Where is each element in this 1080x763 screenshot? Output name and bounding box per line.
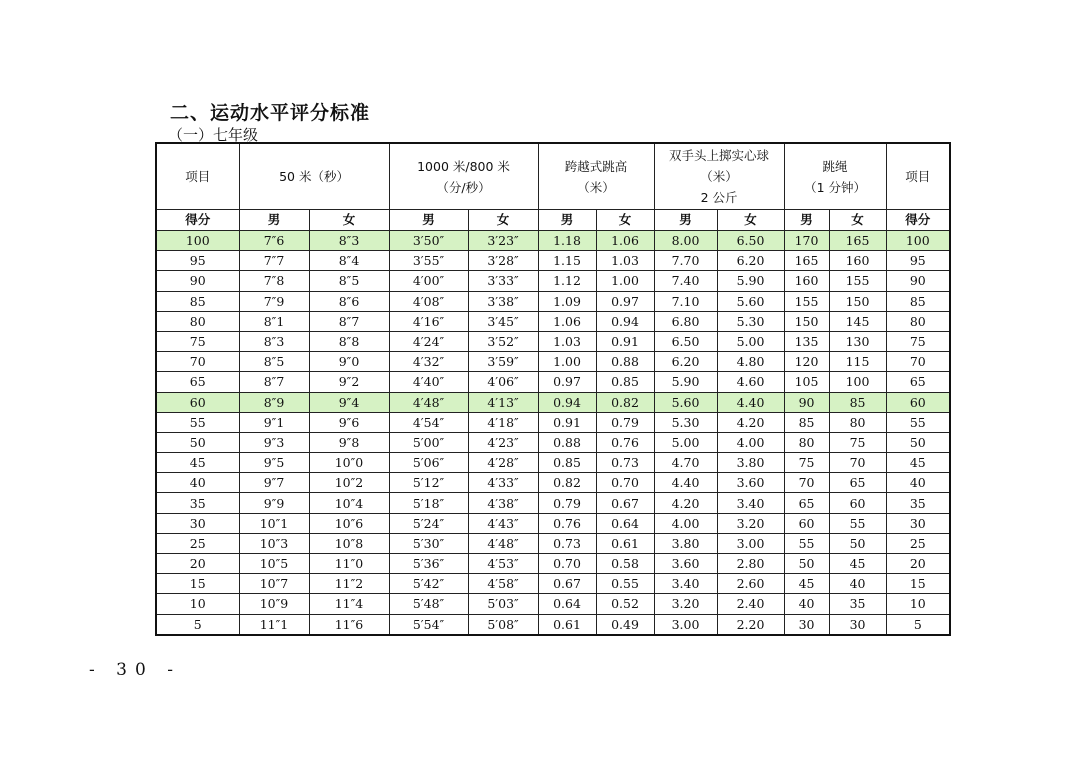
table-cell: 35 [886, 493, 950, 513]
subheader-cell: 女 [829, 210, 886, 231]
table-cell: 4.40 [654, 473, 717, 493]
table-cell: 65 [886, 372, 950, 392]
table-row [156, 372, 950, 392]
header-run50: 50 米（秒） [239, 143, 389, 210]
table-cell: 4′48″ [389, 392, 468, 412]
table-cell: 15 [886, 574, 950, 594]
table-cell: 3′38″ [468, 291, 538, 311]
table-cell: 11″4 [309, 594, 389, 614]
table-cell: 130 [829, 331, 886, 351]
table-cell: 5′36″ [389, 554, 468, 574]
table-cell: 155 [784, 291, 829, 311]
table-cell: 0.94 [538, 392, 596, 412]
table-header-row [156, 143, 950, 210]
table-cell: 10″3 [239, 533, 309, 553]
table-cell: 80 [829, 412, 886, 432]
table-cell: 10″6 [309, 513, 389, 533]
table-row [156, 554, 950, 574]
table-cell: 25 [886, 533, 950, 553]
table-cell: 5′12″ [389, 473, 468, 493]
table-cell: 3.40 [717, 493, 784, 513]
header-rope-skipping-line2: （1 分钟） [804, 179, 867, 195]
table-cell: 7″8 [239, 271, 309, 291]
table-cell: 60 [156, 392, 239, 412]
table-cell: 4′08″ [389, 291, 468, 311]
table-cell: 1.00 [596, 271, 654, 291]
table-cell: 0.58 [596, 554, 654, 574]
table-cell: 3′59″ [468, 352, 538, 372]
table-cell: 10 [156, 594, 239, 614]
table-cell: 95 [886, 251, 950, 271]
header-run1000-line2: （分/秒） [436, 179, 491, 195]
table-cell: 20 [156, 554, 239, 574]
table-cell: 65 [784, 493, 829, 513]
table-cell: 5′06″ [389, 453, 468, 473]
table-cell: 100 [156, 231, 239, 251]
table-cell: 5′24″ [389, 513, 468, 533]
table-cell: 8″9 [239, 392, 309, 412]
table-cell: 95 [156, 251, 239, 271]
table-cell: 45 [886, 453, 950, 473]
table-cell: 1.03 [596, 251, 654, 271]
table-cell: 3.80 [654, 533, 717, 553]
table-cell: 9″9 [239, 493, 309, 513]
table-cell: 7″7 [239, 251, 309, 271]
table-cell: 5′30″ [389, 533, 468, 553]
table-cell: 0.79 [596, 412, 654, 432]
table-cell: 100 [829, 372, 886, 392]
table-cell: 9″4 [309, 392, 389, 412]
table-cell: 75 [829, 432, 886, 452]
table-cell: 0.61 [596, 533, 654, 553]
table-cell: 8″4 [309, 251, 389, 271]
subheader-cell: 男 [389, 210, 468, 231]
subheader-cell: 男 [239, 210, 309, 231]
table-cell: 10 [886, 594, 950, 614]
table-cell: 8″7 [309, 311, 389, 331]
table-cell: 10″1 [239, 513, 309, 533]
table-cell: 40 [156, 473, 239, 493]
table-row [156, 432, 950, 452]
table-cell: 90 [156, 271, 239, 291]
table-cell: 15 [156, 574, 239, 594]
table-cell: 9″0 [309, 352, 389, 372]
table-cell: 0.82 [538, 473, 596, 493]
subheader-cell: 女 [717, 210, 784, 231]
table-cell: 0.70 [538, 554, 596, 574]
table-cell: 4′33″ [468, 473, 538, 493]
table-cell: 0.88 [538, 432, 596, 452]
table-cell: 55 [829, 513, 886, 533]
table-cell: 7.40 [654, 271, 717, 291]
table-cell: 0.85 [596, 372, 654, 392]
table-cell: 1.18 [538, 231, 596, 251]
table-cell: 0.49 [596, 614, 654, 635]
table-cell: 105 [784, 372, 829, 392]
section-subheading: （一）七年级 [168, 126, 259, 144]
table-cell: 5.30 [654, 412, 717, 432]
table-cell: 5 [156, 614, 239, 635]
table-cell: 85 [784, 412, 829, 432]
table-cell: 2.40 [717, 594, 784, 614]
table-cell: 0.64 [538, 594, 596, 614]
table-cell: 0.73 [538, 533, 596, 553]
table-cell: 3.20 [654, 594, 717, 614]
table-cell: 20 [886, 554, 950, 574]
table-row [156, 392, 950, 412]
table-cell: 4′40″ [389, 372, 468, 392]
page-heading: 二、运动水平评分标准 [170, 102, 371, 124]
table-row [156, 533, 950, 553]
table-cell: 4′00″ [389, 271, 468, 291]
table-cell: 7.10 [654, 291, 717, 311]
table-cell: 90 [886, 271, 950, 291]
table-cell: 0.61 [538, 614, 596, 635]
table-cell: 0.67 [596, 493, 654, 513]
table-cell: 0.94 [596, 311, 654, 331]
table-cell: 6.80 [654, 311, 717, 331]
table-cell: 8″8 [309, 331, 389, 351]
table-cell: 45 [156, 453, 239, 473]
table-cell: 10″0 [309, 453, 389, 473]
table-cell: 8″6 [309, 291, 389, 311]
table-cell: 4′28″ [468, 453, 538, 473]
table-cell: 4′18″ [468, 412, 538, 432]
table-cell: 9″2 [309, 372, 389, 392]
table-row [156, 493, 950, 513]
table-cell: 3.40 [654, 574, 717, 594]
table-cell: 60 [829, 493, 886, 513]
table-cell: 1.15 [538, 251, 596, 271]
table-cell: 10″7 [239, 574, 309, 594]
table-cell: 4′43″ [468, 513, 538, 533]
table-cell: 4′38″ [468, 493, 538, 513]
table-cell: 5.00 [717, 331, 784, 351]
table-cell: 5.00 [654, 432, 717, 452]
table-cell: 3′52″ [468, 331, 538, 351]
table-cell: 4′13″ [468, 392, 538, 412]
table-cell: 70 [784, 473, 829, 493]
header-medicine-ball [654, 143, 784, 210]
table-cell: 11″2 [309, 574, 389, 594]
table-cell: 50 [156, 432, 239, 452]
table-cell: 9″1 [239, 412, 309, 432]
table-cell: 3.60 [654, 554, 717, 574]
table-cell: 120 [784, 352, 829, 372]
table-row [156, 331, 950, 351]
table-row [156, 352, 950, 372]
table-cell: 75 [156, 331, 239, 351]
table-cell: 3.00 [654, 614, 717, 635]
table-cell: 50 [784, 554, 829, 574]
table-cell: 170 [784, 231, 829, 251]
table-cell: 165 [829, 231, 886, 251]
table-cell: 5.60 [717, 291, 784, 311]
table-cell: 85 [156, 291, 239, 311]
table-cell: 45 [829, 554, 886, 574]
table-cell: 9″7 [239, 473, 309, 493]
header-rope-skipping-line1: 跳绳 [822, 158, 848, 174]
table-cell: 0.73 [596, 453, 654, 473]
table-cell: 11″0 [309, 554, 389, 574]
table-cell: 0.64 [596, 513, 654, 533]
table-row [156, 412, 950, 432]
table-cell: 5′03″ [468, 594, 538, 614]
table-cell: 100 [886, 231, 950, 251]
table-cell: 4′24″ [389, 331, 468, 351]
table-cell: 145 [829, 311, 886, 331]
table-cell: 0.52 [596, 594, 654, 614]
table-cell: 8″3 [309, 231, 389, 251]
table-cell: 3′33″ [468, 271, 538, 291]
table-cell: 3.80 [717, 453, 784, 473]
table-cell: 55 [156, 412, 239, 432]
table-cell: 80 [156, 311, 239, 331]
table-cell: 70 [156, 352, 239, 372]
table-cell: 40 [829, 574, 886, 594]
header-medicine-ball-line3: 2 公斤 [700, 190, 738, 205]
table-cell: 80 [784, 432, 829, 452]
table-cell: 5′42″ [389, 574, 468, 594]
table-cell: 8″3 [239, 331, 309, 351]
table-cell: 1.00 [538, 352, 596, 372]
table-cell: 3′28″ [468, 251, 538, 271]
table-cell: 0.85 [538, 453, 596, 473]
table-cell: 1.12 [538, 271, 596, 291]
table-cell: 1.03 [538, 331, 596, 351]
table-cell: 11″6 [309, 614, 389, 635]
table-cell: 6.20 [654, 352, 717, 372]
table-cell: 4.20 [717, 412, 784, 432]
table-cell: 0.67 [538, 574, 596, 594]
table-cell: 3.00 [717, 533, 784, 553]
header-rope-skipping [784, 143, 886, 210]
table-cell: 3′50″ [389, 231, 468, 251]
table-cell: 10″2 [309, 473, 389, 493]
table-cell: 0.91 [596, 331, 654, 351]
table-cell: 7.70 [654, 251, 717, 271]
table-cell: 6.50 [654, 331, 717, 351]
scoring-table [155, 142, 951, 636]
table-cell: 5 [886, 614, 950, 635]
table-cell: 4′32″ [389, 352, 468, 372]
header-item-right: 项目 [886, 143, 950, 210]
table-cell: 35 [829, 594, 886, 614]
header-item: 项目 [156, 143, 239, 210]
table-cell: 8″1 [239, 311, 309, 331]
table-cell: 5′54″ [389, 614, 468, 635]
table-cell: 5′00″ [389, 432, 468, 452]
table-body [156, 143, 950, 635]
table-cell: 60 [886, 392, 950, 412]
table-cell: 4′06″ [468, 372, 538, 392]
header-run1000-line1: 1000 米/800 米 [417, 158, 510, 174]
table-cell: 6.20 [717, 251, 784, 271]
table-row [156, 311, 950, 331]
subheader-cell: 得分 [156, 210, 239, 231]
table-cell: 4.40 [717, 392, 784, 412]
table-cell: 65 [156, 372, 239, 392]
table-cell: 0.55 [596, 574, 654, 594]
table-cell: 4.00 [654, 513, 717, 533]
table-row [156, 231, 950, 251]
table-cell: 9″3 [239, 432, 309, 452]
table-cell: 0.79 [538, 493, 596, 513]
table-cell: 4′53″ [468, 554, 538, 574]
header-high-jump-line2: （米） [577, 179, 615, 195]
table-row [156, 614, 950, 635]
table-cell: 3.60 [717, 473, 784, 493]
table-cell: 8″5 [309, 271, 389, 291]
table-cell: 4.00 [717, 432, 784, 452]
table-cell: 45 [784, 574, 829, 594]
table-cell: 1.06 [538, 311, 596, 331]
table-cell: 4.70 [654, 453, 717, 473]
table-cell: 35 [156, 493, 239, 513]
table-cell: 4′54″ [389, 412, 468, 432]
table-cell: 4′48″ [468, 533, 538, 553]
table-cell: 85 [886, 291, 950, 311]
table-cell: 50 [829, 533, 886, 553]
table-cell: 3′45″ [468, 311, 538, 331]
table-row [156, 271, 950, 291]
table-cell: 0.76 [596, 432, 654, 452]
table-cell: 3′55″ [389, 251, 468, 271]
table-cell: 4′23″ [468, 432, 538, 452]
table-cell: 8″5 [239, 352, 309, 372]
table-row [156, 574, 950, 594]
table-cell: 7″6 [239, 231, 309, 251]
table-cell: 2.60 [717, 574, 784, 594]
table-cell: 4.60 [717, 372, 784, 392]
table-cell: 10″4 [309, 493, 389, 513]
table-subheader-row [156, 210, 950, 231]
table-cell: 8.00 [654, 231, 717, 251]
table-cell: 25 [156, 533, 239, 553]
table-cell: 4.80 [717, 352, 784, 372]
table-cell: 7″9 [239, 291, 309, 311]
header-high-jump-line1: 跨越式跳高 [564, 158, 628, 174]
table-cell: 4.20 [654, 493, 717, 513]
table-cell: 5′18″ [389, 493, 468, 513]
table-row [156, 594, 950, 614]
header-run1000 [389, 143, 538, 210]
table-cell: 85 [829, 392, 886, 412]
table-cell: 75 [784, 453, 829, 473]
table-cell: 3′23″ [468, 231, 538, 251]
page-number: - 30 - [89, 660, 181, 680]
header-medicine-ball-line1: 双手头上掷实心球 [669, 148, 770, 163]
table-row [156, 473, 950, 493]
table-cell: 1.06 [596, 231, 654, 251]
table-row [156, 291, 950, 311]
table-cell: 2.80 [717, 554, 784, 574]
table-cell: 55 [886, 412, 950, 432]
table-row [156, 453, 950, 473]
table-cell: 4′16″ [389, 311, 468, 331]
table-cell: 55 [784, 533, 829, 553]
subheader-cell: 得分 [886, 210, 950, 231]
table-cell: 9″5 [239, 453, 309, 473]
table-cell: 5.90 [654, 372, 717, 392]
subheader-cell: 男 [538, 210, 596, 231]
table-cell: 0.88 [596, 352, 654, 372]
table-cell: 0.97 [596, 291, 654, 311]
table-cell: 70 [829, 453, 886, 473]
table-cell: 30 [829, 614, 886, 635]
table-cell: 11″1 [239, 614, 309, 635]
table-cell: 40 [886, 473, 950, 493]
header-high-jump [538, 143, 654, 210]
table-cell: 5′08″ [468, 614, 538, 635]
table-cell: 150 [784, 311, 829, 331]
header-medicine-ball-line2: （米） [700, 169, 738, 184]
table-cell: 5′48″ [389, 594, 468, 614]
table-cell: 9″8 [309, 432, 389, 452]
table-cell: 10″8 [309, 533, 389, 553]
table-row [156, 251, 950, 271]
table-cell: 160 [829, 251, 886, 271]
table-cell: 30 [156, 513, 239, 533]
table-cell: 30 [784, 614, 829, 635]
table-cell: 40 [784, 594, 829, 614]
table-cell: 0.70 [596, 473, 654, 493]
subheader-cell: 男 [654, 210, 717, 231]
table-cell: 60 [784, 513, 829, 533]
table-cell: 155 [829, 271, 886, 291]
table-cell: 150 [829, 291, 886, 311]
table-cell: 65 [829, 473, 886, 493]
table-cell: 50 [886, 432, 950, 452]
table-cell: 1.09 [538, 291, 596, 311]
table-cell: 90 [784, 392, 829, 412]
subheader-cell: 女 [596, 210, 654, 231]
table-cell: 9″6 [309, 412, 389, 432]
subheader-cell: 女 [309, 210, 389, 231]
table-cell: 75 [886, 331, 950, 351]
table-cell: 30 [886, 513, 950, 533]
subheader-cell: 女 [468, 210, 538, 231]
table-cell: 0.97 [538, 372, 596, 392]
table-cell: 5.60 [654, 392, 717, 412]
table-cell: 8″7 [239, 372, 309, 392]
table-cell: 10″9 [239, 594, 309, 614]
table-cell: 115 [829, 352, 886, 372]
table-cell: 6.50 [717, 231, 784, 251]
table-cell: 135 [784, 331, 829, 351]
table-cell: 10″5 [239, 554, 309, 574]
table-cell: 5.30 [717, 311, 784, 331]
table-cell: 165 [784, 251, 829, 271]
table-cell: 0.91 [538, 412, 596, 432]
table-cell: 0.82 [596, 392, 654, 412]
table-cell: 0.76 [538, 513, 596, 533]
table-cell: 5.90 [717, 271, 784, 291]
table-cell: 70 [886, 352, 950, 372]
table-cell: 3.20 [717, 513, 784, 533]
table-row [156, 513, 950, 533]
table-cell: 2.20 [717, 614, 784, 635]
table-cell: 160 [784, 271, 829, 291]
table-cell: 4′58″ [468, 574, 538, 594]
table-cell: 80 [886, 311, 950, 331]
subheader-cell: 男 [784, 210, 829, 231]
